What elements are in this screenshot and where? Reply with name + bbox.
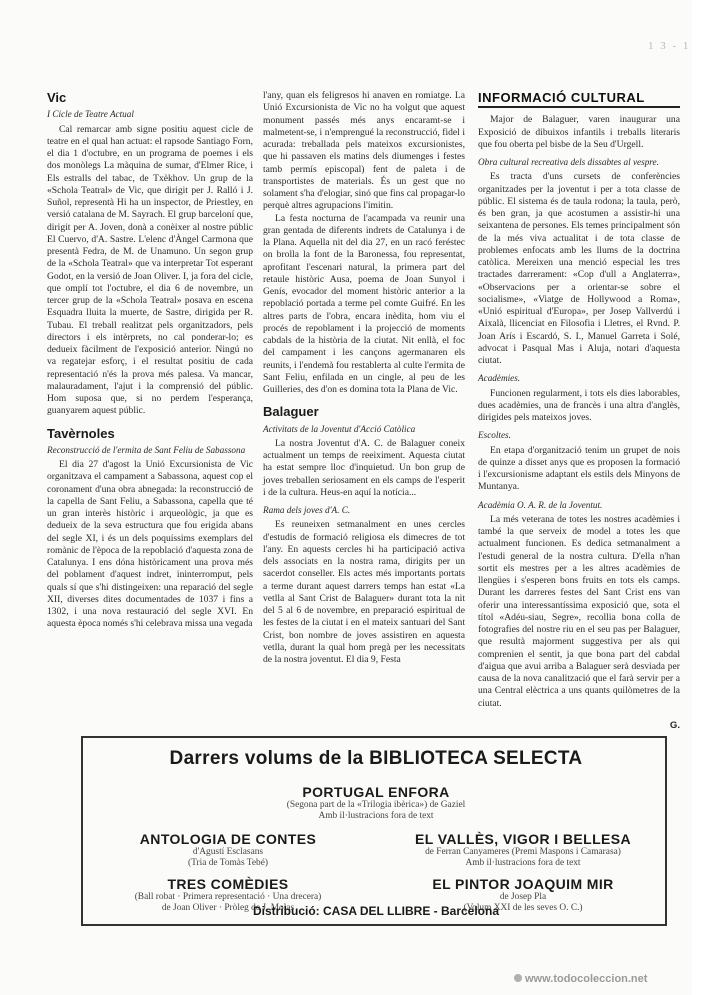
item-subheading: Escoltes. <box>478 430 511 441</box>
book-detail: de Josep Pla <box>499 892 547 902</box>
paragraph-continuation: l'any, quan els feligresos hi anaven en romiatge. La Unió Excursionista de Vic no ha volgut que aquest monument passés més anys encaramt-se i malmetent-se, i n'emprengué la reconstrucció, fidel i acurada: treballada pels mateixos excursionistes, que hi passaven els matins dels diumenges i festes tamb permís episcopal) fent de paleta i de transportistes de materials. És un gest que no solament s'ha d'elogiar, sinó que fins cal propagar-lo perquè altres agrupacions l'imitin. <box>263 90 465 212</box>
book-title: PORTUGAL ENFORA <box>302 784 450 800</box>
subheading-joventut: Activitats de la Joventut d'Acció Catòlica <box>263 423 416 434</box>
book-detail: (Ball robat · Primera representació · Una drecera) <box>134 892 322 902</box>
book-detail: Amb il·lustracions fora de text <box>318 811 434 821</box>
book-title: EL VALLÈS, VIGOR I BELLESA <box>414 831 632 847</box>
item-subheading: Acadèmia O. A. R. de la Joventut. <box>478 499 603 510</box>
item-text: La més veterana de totes les nostres acadèmies i també la que serveix de model a totes les que actualment funcionen. Es dedica setmanalment a l'estudi general de la nostra cultura. D'ella n'han sortit els mestres per a les altres acadèmies de llengües i s'esperen bons fruits en tots els camps. Durant les darreres festes del Sant Crist ens van oferir una interessantíssima exposició que, sota el títol «Adéu-siau, Segre», recollia bona colla de fotografies del nostre riu en el seu pas per Balaguer, que resultà majorment suggestiva per als qui comprenien el sentit, ja que bona part del cabdal d'aigua que avui arriba a Balaguer serà desviada per causa de la nova canalització que el farà servir per a una Central elèctrica a uns quants quilòmetres de la ciutat. <box>478 513 680 709</box>
watermark-text: www.todocoleccion.net <box>525 973 648 985</box>
book-title: EL PINTOR JOAQUIM MIR <box>432 876 614 892</box>
ad-book <box>233 784 519 822</box>
subheading-rama-joves: Rama dels joves d'A. C. <box>263 505 351 515</box>
paragraph: Cal remarcar amb signe positiu aquest cicle de teatre en el qual han actuat: el rapsode Santiago Forn, el dia 1 d'octubre, en un programa de poemes i els dos monòlegs La màquina de sumar, d'Elmer Rice, i Els estralls del tabac, de Txèkhov. Un grup de la «Schola Teatral» de Vic, que dirigit per J. Ralló i J. Suñol, representà Hi ha un inspector, de Priestley, en versió catalana de M. Sayrach. El grup barceloní que, dirigit per A. Joven, donà a conèixer al nostre públic El Cuervo, d'A. Sastre. L'elenc d'Àngel Carmona que presentà Fedra, de M. de Unamuno. Un segon grup de la «Schola Teatral» que va interpretar Tot esperant Godot, en la versió de Joan Oliver. I, ja fora del cicle, que omplí tot l'octubre, el dia 6 de novembre, un tercer grup de la «Schola Teatral» posava en escena Esquadra lluita la muerte, de Sastre, dirigida per R. Tubau. El treball realitzat pels organitzadors, pels directors i els intèrprets, no cal ponderar-lo; es dedueix fàcilment de l'exposició anterior. Ningú no va regatejar esforç, i el resultat positiu de cada representació n'és la prova més palesa. Va mancar, malauradament, l'ajut i la comprensió del públic. Hom suposa que, si no perdem l'esperança, guanyarem aquest públic. <box>47 123 253 417</box>
column-3 <box>478 92 680 732</box>
paragraph: El dia 27 d'agost la Unió Excursionista de Vic organitzava el campament a Sabassona, aquest cop el coronament d'una obra abnegada: la reconstrucció de la capella de Sant Feliu, a Sabassona, capella que té un gran interès històric i arqueològic, ja que es dedueix de la seva estructura que fou erigida abans del segle XI, i és un dels poquíssims exemplars del romànic de l'època de la repoblació d'aquesta zona de Catalunya. I ens dóna històricament una prova més del poblament d'aquest indret, ininterromput, pels quals sí que s'hi distingeixen: una reparació del segle XII, diverses dites documentades de 1037 i fins a 1302, i una nova restauració del segle XVI. En aquesta època només s'hi celebrava missa una vegada <box>47 459 253 630</box>
biblioteca-selecta-ad <box>81 736 667 926</box>
book-detail: de Joan Oliver · Pròleg de J. Molas <box>161 903 295 913</box>
ad-distribution: Distribució: CASA DEL LLIBRE - Barcelona <box>252 904 500 918</box>
heading-tavernoles: Tavèrnoles <box>47 425 115 441</box>
page-corner-mark: 1 3 - 1 <box>648 40 691 52</box>
subheading-teatre-actual: I Cicle de Teatre Actual <box>47 109 134 120</box>
item-text: Funcionen regularment, i tots els dies laborables, dues acadèmies, una de francès i una altra d'anglès, dirigides pels mateixos joves. <box>478 387 680 423</box>
paragraph: Es reuneixen setmanalment en unes cercles d'estudis de formació religiosa els dimecres de tot l'any. En aquests cercles hi ha participació activa dels associats en la nostra rama, dirigits per un sacerdot conseller. Els actes més importants portats a terme durant aquest darrers temps han estat «La vetlla al Sant Crist de Balaguer» durant tota la nit del 5 al 6 de novembre, en preparació espiritual de les festes de la ciutat i en el mateix santuari del Sant Crist, bon nombre de joves assistiren en aquesta vetlla, durant la qual hom pregà per les necessitats de la nostra joventut. El dia 9, Festa <box>263 519 465 665</box>
watermark-logo-icon <box>514 974 522 982</box>
paragraph: La festa nocturna de l'acampada va reunir una gran gentada de diferents indrets de Catalunya i de la Plana. Aquella nit del dia 27, en un racó feréstec on brolla la font de la Baronessa, fou representat, aprofitant l'escenari natural, la primera part del retaule històric Ausa, poema de Joan Sunyol i Genís, evocador del moment històric anterior a la repoblació portada a terme pel comte Guifré. En les altres parts de l'obra, encara inèdita, hom viu el procés de repoblament i la projecció de moments cabdals de la història de la ciutat. Nit enllà, el foc del campament i les cançons agermanaren els reunits, i l'endemà fou restablerta al culte l'ermita de Sant Feliu, enfilada en un cingle, al peu de les Guilleries, des d'on es domina tota la Plana de Vic. <box>263 212 465 395</box>
heading-vic: Vic <box>47 90 67 105</box>
item-text: En etapa d'organització tenim un grupet de nois de quinze a disset anys que es proposen la formació i l'excursionisme adaptant els estils dels Minyons de Muntanya. <box>478 444 680 493</box>
book-detail: (Tria de Tomàs Tebé) <box>187 858 268 868</box>
paragraph-intro: Major de Balaguer, varen inaugurar una Exposició de dibuixos infantils i treballs literaris que fou oberta pel bisbe de la Seu d'Urgell. <box>478 114 680 150</box>
item-text: Es tracta d'uns cursets de conferències organitzades per la joventut i per a tota classe de públic. El sistema és de taula rodona; la taula, però, és ben gran, ja que acostumen a assistir-hi una seixantena de persones. Els temes principalment són de la més viva actualitat i de tota classe de problemes enfocats amb les llums de la doctrina catòlica. Mereixen una menció especial les tres tractades darrerament: «Cop d'ull a Anglaterra», «Observacions per a orientar-se sobre el socialisme», «Viatge de Hollywood a Roma», «Unió espiritual d'Europa», per Josep Vallverdú i Aixalà, llicenciat en Filosofia i Lletres, el Rvnd. P. Joan Arís i Escardó, S. I., Manuel Garreta i Solé, advocat i Pasqual Mas i Aluja, notari d'aquesta ciutat. <box>478 171 680 366</box>
book-detail: d'Agustí Esclasans <box>192 847 264 857</box>
item-subheading: Acadèmies. <box>478 373 521 384</box>
ad-book <box>383 831 663 869</box>
author-signature: G. <box>669 719 680 731</box>
heading-balaguer: Balaguer <box>263 404 319 420</box>
book-title: TRES COMÈDIES <box>167 876 289 892</box>
scan-edge <box>692 0 720 995</box>
ad-book <box>103 831 353 869</box>
book-detail: de Ferran Canyameres (Premi Maspons i Camarasa) <box>425 847 621 857</box>
column-2 <box>263 90 465 666</box>
book-detail: (Volum XXI de les seves O. C.) <box>463 903 583 913</box>
paragraph: La nostra Joventut d'A. C. de Balaguer coneix actualment un temps de reeiximent. Aquesta ciutat ha estat sempre lloc d'inquietud. Un bon grup de joves treballen seriosament en els camps de l'esperit i de la cultura. Heus-en aquí la notícia... <box>263 437 465 498</box>
book-detail: (Segona part de la «Trilogia ibèrica») de Gaziel <box>286 800 466 810</box>
column-1 <box>47 92 253 631</box>
subheading-ermita: Reconstrucció de l'ermita de Sant Feliu de Sabassona <box>47 444 246 455</box>
section-title-informacio-cultural: INFORMACIÓ CULTURAL <box>478 92 680 108</box>
book-title: ANTOLOGIA DE CONTES <box>139 831 317 847</box>
book-detail: Amb il·lustracions fora de text <box>465 858 581 868</box>
ad-heading: Darrers volums de la BIBLIOTECA SELECTA <box>169 748 583 769</box>
item-subheading: Obra cultural recreativa dels dissabtes al vespre. <box>478 157 659 167</box>
watermark <box>514 973 647 985</box>
